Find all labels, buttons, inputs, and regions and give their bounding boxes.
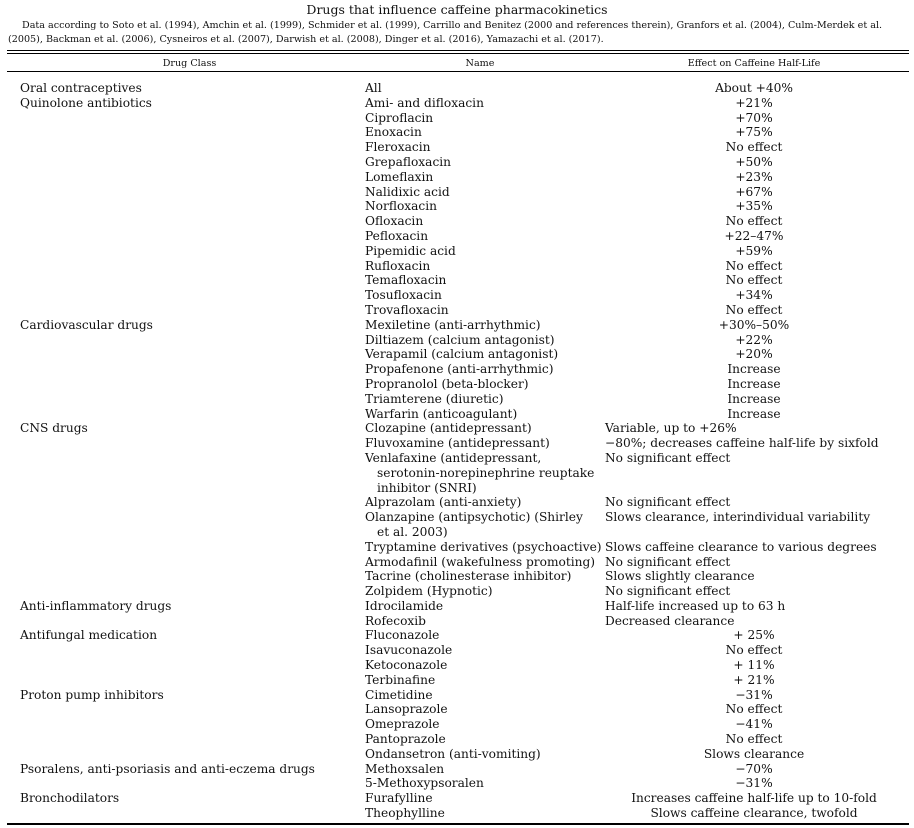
table-row — [0, 199, 914, 214]
drug-name-line: Olanzapine (antipsychotic) (Shirley — [365, 510, 583, 525]
drug-class-cell: Psoralens, anti-psoriasis and anti-eczema drugs — [20, 761, 315, 776]
effect-cell: + 11% — [733, 658, 775, 673]
drug-name-cell — [365, 717, 601, 732]
drug-name-line: Pipemidic acid — [365, 243, 456, 258]
drug-class-cell: Oral contraceptives — [20, 81, 142, 95]
table-row — [0, 362, 914, 377]
drug-name-line: et al. 2003) — [377, 524, 448, 539]
drug-class-cell: CNS drugs — [20, 421, 88, 436]
effect-cell: Increase — [727, 376, 781, 391]
effect-cell: + 25% — [733, 628, 775, 643]
drug-name-cell — [365, 421, 601, 436]
effect-cell: Decreased clearance — [605, 613, 735, 628]
effect-cell: No significant effect — [605, 554, 731, 569]
effect-cell: −41% — [735, 717, 773, 732]
effect-cell: Slows slightly clearance — [605, 569, 755, 584]
effect-cell: No significant effect — [605, 495, 731, 510]
drug-name-line: Fluvoxamine (antidepressant) — [365, 436, 550, 451]
effect-cell: No effect — [725, 643, 783, 658]
drug-name-line: Zolpidem (Hypnotic) — [365, 584, 493, 599]
drug-name-cell — [365, 658, 601, 673]
drug-name-line: Armodafinil (wakefulness promoting) — [365, 554, 596, 569]
effect-cell: +34% — [735, 288, 773, 303]
drug-name-cell — [365, 776, 601, 791]
drug-name-line: Temafloxacin — [365, 273, 447, 288]
table-row — [0, 673, 914, 688]
table-row — [0, 658, 914, 673]
effect-cell: −70% — [735, 761, 773, 776]
drug-name-line: Enoxacin — [365, 125, 422, 140]
drug-name-line: Triamterene (diuretic) — [365, 391, 504, 406]
drug-name-line: Mexiletine (anti-arrhythmic) — [365, 317, 541, 332]
drug-name-cell — [365, 791, 601, 806]
drug-name-cell — [365, 599, 601, 614]
drug-name-cell — [365, 214, 601, 229]
table-row — [0, 510, 914, 540]
drug-name-cell — [365, 259, 601, 274]
drug-name-line: Furafylline — [365, 791, 433, 806]
table-row — [0, 214, 914, 229]
effect-cell: Slows clearance, interindividual variability — [605, 510, 871, 525]
header-rule — [7, 71, 909, 72]
drug-name-line: Ciproflacin — [365, 110, 434, 125]
table-row — [0, 436, 914, 451]
drug-name-cell — [365, 170, 601, 185]
drug-name-line: Methoxsalen — [365, 761, 445, 776]
drug-name-line: Pefloxacin — [365, 228, 429, 243]
effect-cell: No effect — [725, 732, 783, 747]
table-body — [0, 81, 914, 821]
table-row — [0, 584, 914, 599]
drug-name-line: Trovafloxacin — [365, 302, 449, 317]
drug-name-line: inhibitor (SNRI) — [377, 480, 477, 495]
drug-name-cell — [365, 81, 601, 96]
drug-class-cell: Bronchodilators — [20, 791, 120, 806]
effect-cell: +67% — [735, 184, 773, 199]
table-row — [0, 717, 914, 732]
table-title: Drugs that influence caffeine pharmacokinetics — [306, 2, 608, 17]
table-top-rule-second — [7, 53, 909, 54]
table-row — [0, 407, 914, 422]
effect-cell: Half-life increased up to 63 h — [605, 598, 786, 613]
effect-cell: No effect — [725, 302, 783, 317]
drug-name-cell — [365, 702, 601, 717]
drug-name-line: Idrocilamide — [365, 598, 444, 613]
effect-cell: No significant effect — [605, 584, 731, 599]
table-row — [0, 643, 914, 658]
effect-cell: +35% — [735, 199, 773, 214]
table-row — [0, 599, 914, 614]
table-row — [0, 540, 914, 555]
drug-name-line: Propranolol (beta-blocker) — [365, 376, 529, 391]
effect-cell: +20% — [735, 347, 773, 362]
table-row — [0, 747, 914, 762]
drug-name-line: Ketoconazole — [365, 658, 448, 673]
table-row — [0, 688, 914, 703]
drug-name-line: Diltiazem (calcium antagonist) — [365, 332, 555, 347]
drug-name-cell — [365, 199, 601, 214]
drug-name-line: Terbinafine — [365, 672, 436, 687]
drug-name-cell — [365, 732, 601, 747]
drug-name-cell — [365, 303, 601, 318]
drug-name-line: Norfloxacin — [365, 199, 438, 214]
drug-class-cell: Quinolone antibiotics — [20, 95, 152, 110]
table-row — [0, 111, 914, 126]
table-row — [0, 244, 914, 259]
drug-name-line: All — [365, 81, 382, 95]
drug-name-cell — [365, 155, 601, 170]
drug-name-cell — [365, 762, 601, 777]
drug-name-cell — [365, 614, 601, 629]
effect-cell: Slows caffeine clearance, twofold — [650, 806, 858, 821]
drug-name-cell — [365, 747, 601, 762]
effect-cell: +30%–50% — [718, 317, 790, 332]
drug-name-cell — [365, 436, 601, 451]
drug-name-line: Fleroxacin — [365, 140, 431, 155]
effect-cell: No effect — [725, 140, 783, 155]
drug-name-line: Fluconazole — [365, 628, 440, 643]
table-row — [0, 569, 914, 584]
drug-class-cell: Anti-inflammatory drugs — [20, 598, 172, 613]
drug-name-line: Warfarin (anticoagulant) — [365, 406, 518, 421]
table-row — [0, 555, 914, 570]
effect-cell: + 21% — [733, 672, 775, 687]
table-row — [0, 155, 914, 170]
drug-name-cell — [365, 347, 601, 362]
drug-name-line: Omeprazole — [365, 717, 440, 732]
effect-cell: No effect — [725, 214, 783, 229]
drug-name-line: serotonin-norepinephrine reuptake — [377, 465, 595, 480]
effect-cell: +23% — [735, 169, 773, 184]
effect-cell: Increases caffeine half-life up to 10-fold — [631, 791, 877, 806]
drug-name-line: Rufloxacin — [365, 258, 431, 273]
table-row — [0, 96, 914, 111]
drug-name-line: Alprazolam (anti-anxiety) — [365, 495, 522, 510]
table-row — [0, 170, 914, 185]
table-row — [0, 732, 914, 747]
drug-name-line: Tacrine (cholinesterase inhibitor) — [365, 569, 572, 584]
effect-cell: +50% — [735, 154, 773, 169]
drug-name-cell — [365, 806, 601, 821]
effect-cell: No effect — [725, 258, 783, 273]
drug-name-cell — [365, 584, 601, 599]
drug-name-cell — [365, 362, 601, 377]
column-header-drug-class: Drug Class — [162, 58, 217, 69]
drug-name-cell — [365, 318, 601, 333]
effect-cell: Variable, up to +26% — [605, 421, 737, 436]
table-row — [0, 377, 914, 392]
drug-name-cell — [365, 111, 601, 126]
drug-name-cell — [365, 451, 601, 495]
drug-name-line: Propafenone (anti-arrhythmic) — [365, 362, 554, 377]
table-row — [0, 259, 914, 274]
table-row — [0, 318, 914, 333]
drug-name-line: Ondansetron (anti-vomiting) — [365, 746, 541, 761]
drug-name-line: Nalidixic acid — [365, 184, 450, 199]
drug-name-cell — [365, 569, 601, 584]
table-bottom-rule — [7, 823, 909, 825]
drug-name-cell — [365, 273, 601, 288]
effect-cell: Increase — [727, 391, 781, 406]
effect-cell: −80%; decreases caffeine half-life by sixfold — [605, 436, 879, 451]
drug-name-cell — [365, 288, 601, 303]
drug-name-line: Grepafloxacin — [365, 154, 452, 169]
effect-cell: +22% — [735, 332, 773, 347]
effect-cell: +70% — [735, 110, 773, 125]
drug-name-line: Isavuconazole — [365, 643, 453, 658]
drug-name-cell — [365, 244, 601, 259]
effect-cell: About +40% — [715, 81, 793, 95]
drug-class-cell: Antifungal medication — [20, 628, 158, 643]
drug-name-cell — [365, 643, 601, 658]
effect-cell: Slows caffeine clearance to various degrees — [605, 539, 877, 554]
effect-cell: No significant effect — [605, 450, 731, 465]
drug-name-cell — [365, 673, 601, 688]
drug-name-cell — [365, 140, 601, 155]
table-row — [0, 614, 914, 629]
table-row — [0, 229, 914, 244]
table-row — [0, 273, 914, 288]
drug-name-line: Lomeflaxin — [365, 169, 434, 184]
table-row — [0, 628, 914, 643]
drug-class-cell: Cardiovascular drugs — [20, 317, 153, 332]
drug-name-line: Pantoprazole — [365, 732, 446, 747]
effect-cell: Increase — [727, 406, 781, 421]
drug-name-cell — [365, 229, 601, 244]
table-row — [0, 421, 914, 436]
table-row — [0, 140, 914, 155]
drug-name-line: Rofecoxib — [365, 613, 426, 628]
table-row — [0, 185, 914, 200]
table-row — [0, 303, 914, 318]
effect-cell: +59% — [735, 243, 773, 258]
drug-name-cell — [365, 377, 601, 392]
drug-name-cell — [365, 688, 601, 703]
drug-name-cell — [365, 185, 601, 200]
column-header-effect: Effect on Caffeine Half-Life — [687, 58, 821, 69]
drug-name-cell — [365, 96, 601, 111]
drug-name-line: Venlafaxine (antidepressant, — [365, 450, 542, 465]
table-row — [0, 762, 914, 777]
effect-cell: +75% — [735, 125, 773, 140]
drug-name-cell — [365, 540, 601, 555]
drug-name-line: Clozapine (antidepressant) — [365, 421, 532, 436]
table-row — [0, 288, 914, 303]
table-row — [0, 451, 914, 495]
drug-name-line: Ami- and difloxacin — [365, 95, 484, 110]
drug-name-line: Lansoprazole — [365, 702, 448, 717]
drug-name-line: Cimetidine — [365, 687, 433, 702]
drug-name-cell — [365, 407, 601, 422]
drug-name-line: Verapamil (calcium antagonist) — [365, 347, 559, 362]
effect-cell: Slows clearance — [703, 746, 805, 761]
effect-cell: +22–47% — [724, 228, 784, 243]
table-row — [0, 347, 914, 362]
drug-name-cell — [365, 628, 601, 643]
table-row — [0, 81, 914, 96]
effect-cell: −31% — [735, 776, 773, 791]
drug-name-line: Ofloxacin — [365, 214, 424, 229]
table-row — [0, 702, 914, 717]
effect-cell: −31% — [735, 687, 773, 702]
drug-class-cell: Proton pump inhibitors — [20, 687, 164, 702]
drug-name-line: Tosufloxacin — [365, 288, 442, 303]
table-row — [0, 791, 914, 806]
drug-name-cell — [365, 555, 601, 570]
drug-name-cell — [365, 125, 601, 140]
drug-name-cell — [365, 392, 601, 407]
table-source-note: Data according to Soto et al. (1994), Amchin et al. (1999), Schmider et al. (1999), Carrillo and Benitez (2000 and references therein), Granfors et al. (2004), Culm-Merdek et al. (2005), Backman et al. (2006), Cysneiros et al. (2007), Darwish et al. (2008), Dinger et al. (2016), Yamazachi et al. (2017). — [8, 20, 883, 45]
effect-cell: Increase — [727, 362, 781, 377]
drug-name-cell — [365, 495, 601, 510]
table-top-rule — [7, 50, 909, 51]
effect-cell: No effect — [725, 702, 783, 717]
drug-name-cell — [365, 510, 601, 540]
table-row — [0, 806, 914, 821]
drug-name-line: 5-Methoxypsoralen — [365, 776, 484, 791]
column-header-name: Name — [465, 58, 495, 69]
table-row — [0, 495, 914, 510]
effect-cell: No effect — [725, 273, 783, 288]
table-row — [0, 125, 914, 140]
drug-name-line: Tryptamine derivatives (psychoactive) — [365, 539, 602, 554]
effect-cell: +21% — [735, 95, 773, 110]
table-row — [0, 392, 914, 407]
table-row — [0, 776, 914, 791]
table-row — [0, 333, 914, 348]
drug-name-cell — [365, 333, 601, 348]
drug-name-line: Theophylline — [365, 806, 445, 821]
